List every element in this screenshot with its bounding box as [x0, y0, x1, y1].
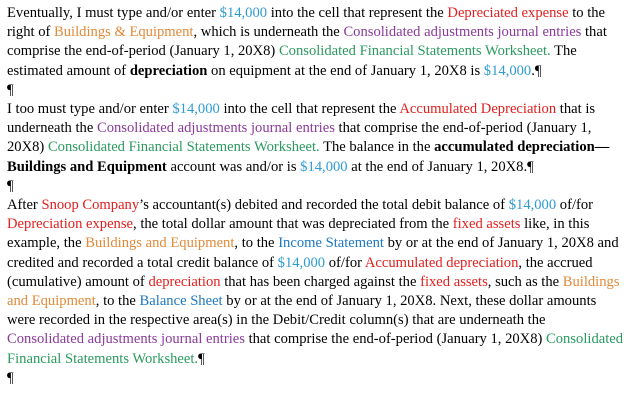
orange-text-run: Buildings and Equipment	[7, 273, 620, 310]
red-text-run: depreciation	[148, 273, 221, 290]
green-text-run: Consolidated Financial Statements Worksheet.	[7, 331, 624, 367]
document-body[interactable]	[7, 4, 626, 388]
text-run: of/for	[325, 254, 365, 271]
orange-text-run: Buildings & Equipment	[54, 24, 194, 41]
text-run: that comprise the end-of-period (January 1, 20X8)	[244, 331, 547, 348]
green-text-run: Consolidated Financial Statements Worksheet.	[47, 139, 320, 156]
text-run: by or at the end of January 1, 20X8 and credited and recorded a total credit balance of	[7, 235, 619, 271]
bold-text-run: accumulated depreciation—Buildings and Equipment	[7, 139, 610, 175]
paragraph[interactable]	[7, 177, 626, 196]
text-run: of/for	[556, 197, 594, 214]
text-run: , which is underneath the	[193, 24, 344, 41]
blue-text-run: $14,000	[172, 101, 220, 118]
text-run: that is underneath the	[7, 101, 596, 137]
text-run: .	[531, 62, 535, 79]
paragraph[interactable]	[7, 369, 626, 388]
text-run: by or at the end of January 1, 20X8. Next, these dollar amounts were recorded in the respective area(s) in the Debit/Credit column(s) that are underneath the	[7, 293, 597, 329]
blue-text-run: $14,000	[300, 158, 348, 175]
text-run: I too must type and/or enter	[7, 101, 173, 118]
page-edge	[624, 0, 628, 404]
paragraph[interactable]	[7, 100, 626, 177]
text-run: on equipment at the end of January 1, 20X8 is	[207, 62, 484, 79]
pilcrow-mark: ¶	[7, 81, 14, 98]
pilcrow-mark: ¶	[7, 369, 14, 386]
blue-text-run: $14,000	[508, 197, 557, 214]
pilcrow-mark: ¶	[534, 62, 542, 79]
text-run: , such as the	[487, 273, 563, 290]
text-run: that comprise the end-of-period (January 1, 20X8)	[7, 120, 592, 156]
red-text-run: Depreciated expense	[447, 5, 569, 21]
red-text-run: fixed assets	[420, 273, 488, 290]
paragraph[interactable]	[7, 196, 626, 369]
text-run: ’s accountant(s) debited and recorded the total debit balance of	[139, 197, 509, 214]
text-run: , the accrued (cumulative) amount of	[7, 254, 593, 290]
text-run: Eventually, I must type and/or enter	[7, 5, 220, 21]
dblue-text-run: Income Statement	[278, 235, 384, 252]
text-run: After	[7, 197, 42, 214]
red-text-run: fixed assets	[452, 216, 521, 233]
text-run: that has been charged against the	[220, 273, 421, 290]
blue-text-run: $14,000	[483, 62, 532, 79]
purple-text-run: Consolidated adjustments journal entries	[7, 331, 245, 348]
text-run: account was and/or is	[166, 158, 301, 175]
pilcrow-mark: ¶	[527, 158, 534, 175]
text-run: , to the	[95, 293, 140, 310]
text-run: into the cell that represent the	[219, 101, 400, 118]
purple-text-run: Consolidated adjustments journal entries	[343, 24, 582, 41]
red-text-run: Accumulated depreciation	[364, 254, 519, 271]
red-text-run: Depreciation expense	[7, 216, 134, 233]
text-run: like, in this example, the	[7, 216, 590, 252]
text-run: into the cell that represent the	[267, 5, 448, 21]
text-run: , the total dollar amount that was depreciated from the	[133, 216, 453, 233]
pilcrow-mark: ¶	[7, 177, 14, 194]
orange-text-run: Buildings and Equipment	[85, 235, 235, 252]
text-run: The balance in the	[319, 139, 435, 156]
paragraph[interactable]	[7, 4, 626, 81]
green-text-run: Consolidated Financial Statements Worksheet.	[278, 43, 551, 60]
blue-text-run: $14,000	[277, 254, 326, 271]
purple-text-run: Consolidated adjustments journal entries	[96, 120, 335, 137]
text-run: , to the	[234, 235, 279, 252]
text-run: at the end of January 1, 20X8.	[347, 158, 528, 175]
dblue-text-run: Balance Sheet	[139, 293, 223, 310]
paragraph[interactable]	[7, 81, 626, 100]
text-run: that comprise the end-of-period (January 1, 20X8)	[7, 24, 607, 60]
pilcrow-mark: ¶	[198, 350, 205, 367]
blue-text-run: $14,000	[219, 5, 268, 21]
text-run: to the right of	[7, 5, 606, 41]
red-text-run: Accumulated Depreciation	[399, 101, 557, 118]
text-run: The estimated amount of	[7, 43, 577, 79]
bold-text-run: depreciation	[129, 62, 208, 79]
red-text-run: Snoop Company	[41, 197, 140, 214]
